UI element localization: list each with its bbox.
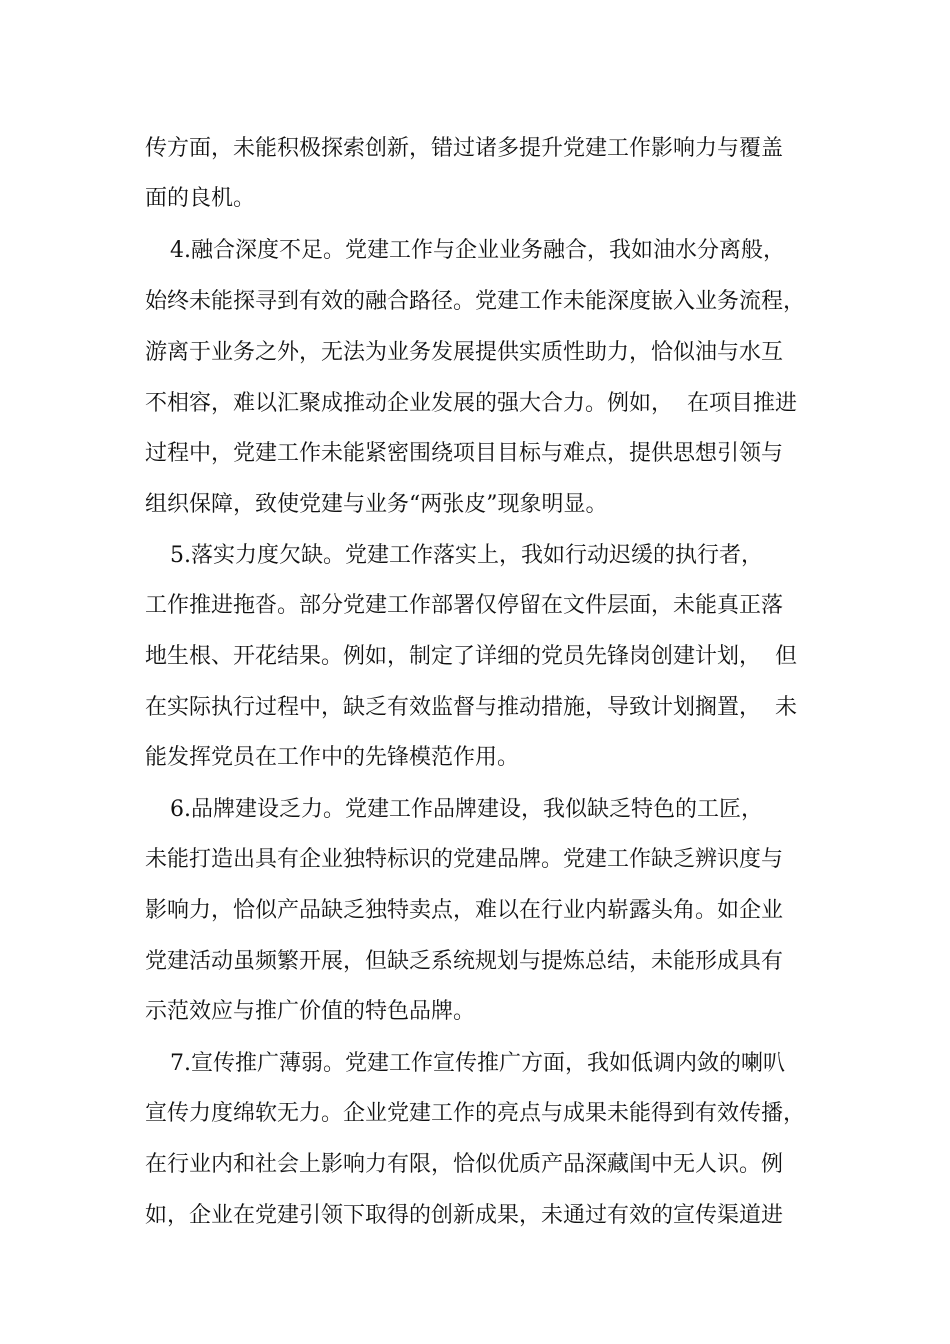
- text-line: 地生根、开花结果。例如，制定了详细的党员先锋岗创建计划， 但: [145, 644, 797, 669]
- text-line: 如，企业在党建引领下取得的创新成果，未通过有效的宣传渠道进: [145, 1203, 784, 1228]
- text-line: 党建活动虽频繁开展，但缺乏系统规划与提炼总结，未能形成具有: [145, 949, 784, 974]
- text-line: 游离于业务之外，无法为业务发展提供实质性助力，恰似油与水互: [145, 340, 784, 365]
- paragraph-heading-4: 4.融合深度不足。党建工作与企业业务融合，我如油水分离般，: [170, 238, 785, 263]
- text-line: 不相容，难以汇聚成推动企业发展的强大合力。例如， 在项目推进: [145, 391, 797, 416]
- text-line: 始终未能探寻到有效的融合路径。党建工作未能深度嵌入业务流程，: [145, 289, 806, 314]
- text-line: 工作推进拖沓。部分党建工作部署仅停留在文件层面，未能真正落: [145, 593, 784, 618]
- text-line: 面的良机。: [145, 186, 256, 211]
- text-line: 影响力，恰似产品缺乏独特卖点，难以在行业内崭露头角。如企业: [145, 898, 784, 923]
- text-line: 示范效应与推广价值的特色品牌。: [145, 999, 476, 1024]
- text-line: 能发挥党员在工作中的先锋模范作用。: [145, 745, 520, 770]
- text-line: 未能打造出具有企业独特标识的党建品牌。党建工作缺乏辨识度与: [145, 847, 784, 872]
- text-line: 在实际执行过程中，缺乏有效监督与推动措施，导致计划搁置， 未: [145, 695, 797, 720]
- text-line: 宣传力度绵软无力。企业党建工作的亮点与成果未能得到有效传播，: [145, 1101, 806, 1126]
- text-line: 组织保障，致使党建与业务“两张皮”现象明显。: [145, 492, 608, 517]
- text-line: 在行业内和社会上影响力有限，恰似优质产品深藏闺中无人识。例: [145, 1152, 784, 1177]
- text-line: 传方面，未能积极探索创新，错过诸多提升党建工作影响力与覆盖: [145, 136, 784, 161]
- text-line: 过程中，党建工作未能紧密围绕项目目标与难点，提供思想引领与: [145, 441, 784, 466]
- paragraph-heading-5: 5.落实力度欠缺。党建工作落实上，我如行动迟缓的执行者，: [170, 543, 763, 568]
- paragraph-heading-6: 6.品牌建设乏力。党建工作品牌建设，我似缺乏特色的工匠，: [170, 797, 763, 822]
- paragraph-heading-7: 7.宣传推广薄弱。党建工作宣传推广方面，我如低调内敛的喇叭: [170, 1051, 785, 1076]
